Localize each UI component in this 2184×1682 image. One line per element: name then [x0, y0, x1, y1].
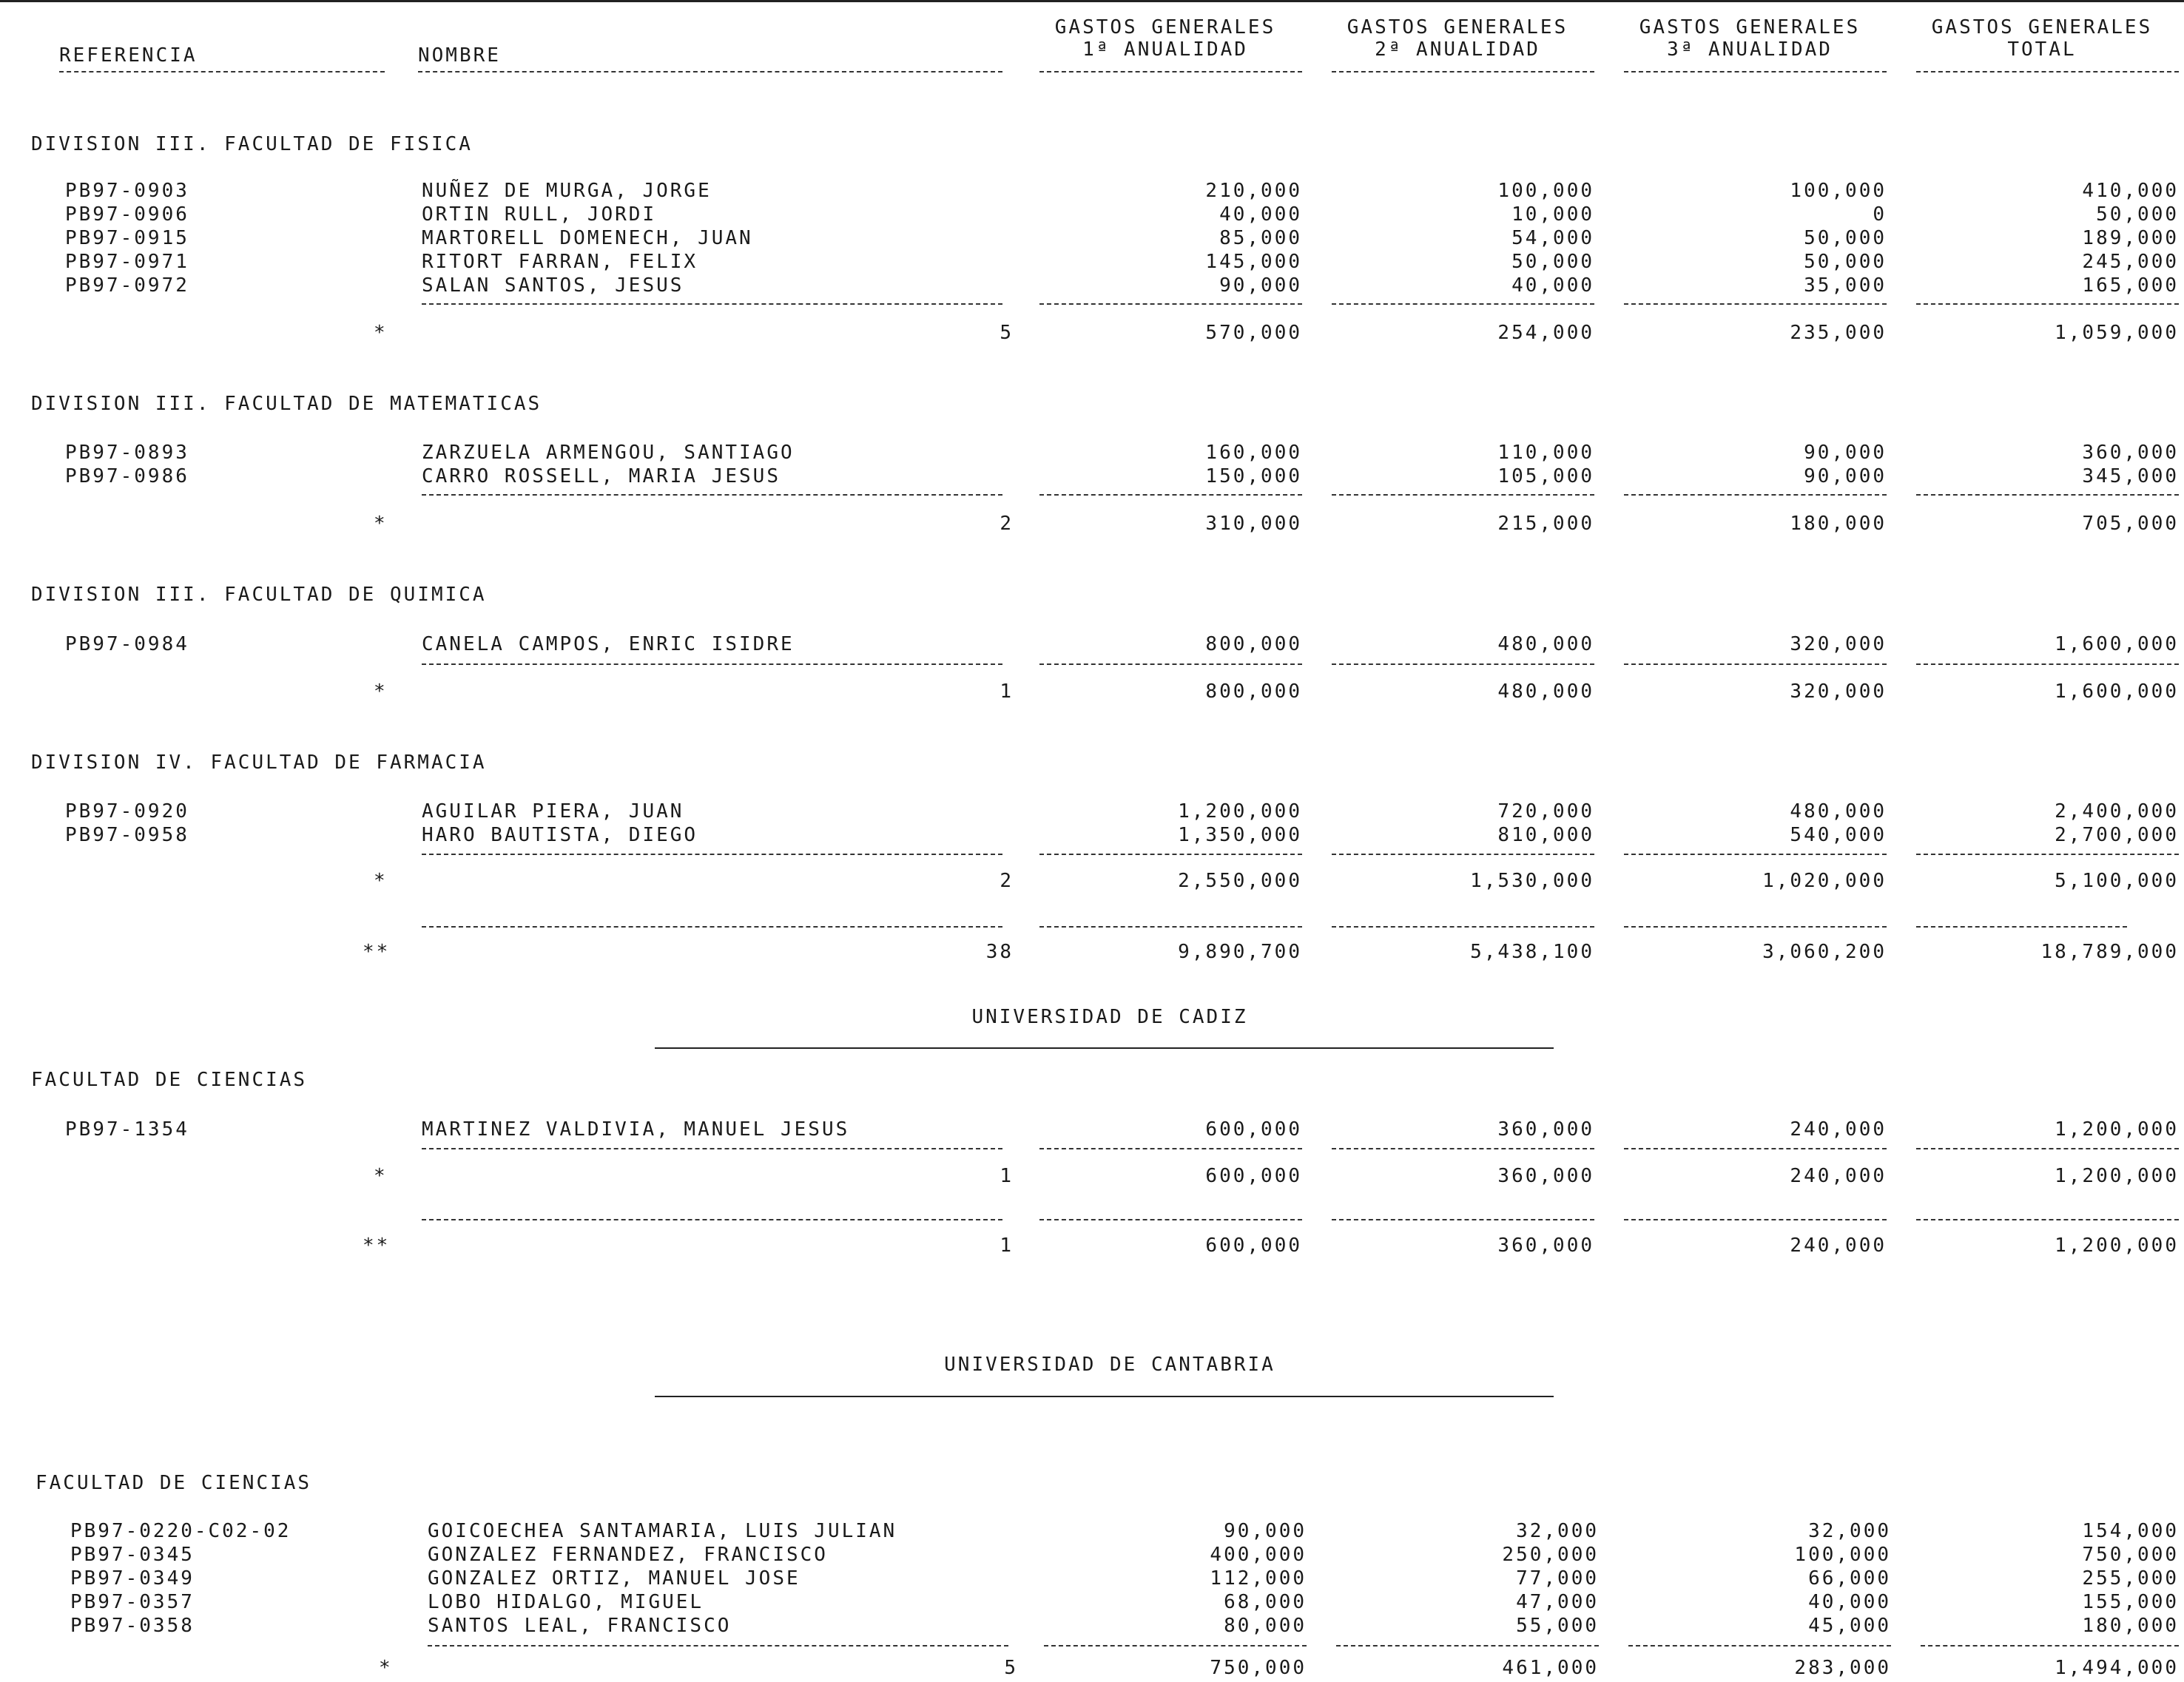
subtotal-mark: *	[374, 322, 388, 344]
total-divider	[1916, 1219, 2179, 1220]
row-name: HARO BAUTISTA, DIEGO	[422, 824, 698, 846]
total-count: 1	[1000, 1235, 1014, 1257]
university-title: UNIVERSIDAD DE CADIZ	[971, 1006, 1248, 1028]
university-underline	[655, 1047, 1554, 1049]
subtotal-mark: *	[374, 680, 388, 703]
row-ref: PB97-0893	[65, 442, 189, 464]
subtotal-divider	[1921, 1645, 2179, 1646]
subtotal-total: 705,000	[2082, 513, 2179, 535]
row-ref: PB97-0972	[65, 274, 189, 297]
subtotal-a1: 800,000	[1205, 680, 1302, 703]
total-divider	[1916, 926, 2127, 928]
row-a3: 90,000	[1804, 465, 1887, 487]
total-a3: 3,060,200	[1762, 941, 1887, 963]
total-divider	[1039, 926, 1302, 928]
row-a2: 720,000	[1497, 800, 1594, 823]
row-ref: PB97-0971	[65, 251, 189, 273]
row-a3: 50,000	[1804, 227, 1887, 249]
row-a3: 100,000	[1790, 180, 1887, 202]
total-divider	[1332, 926, 1594, 928]
row-a3: 240,000	[1790, 1118, 1887, 1141]
row-ref: PB97-0958	[65, 824, 189, 846]
section-title: FACULTAD DE CIENCIAS	[31, 1069, 308, 1091]
row-a1: 40,000	[1219, 203, 1302, 226]
row-total: 255,000	[2082, 1567, 2179, 1590]
subtotal-total: 1,200,000	[2055, 1165, 2179, 1187]
university-title: UNIVERSIDAD DE CANTABRIA	[944, 1354, 1275, 1376]
row-name: MARTORELL DOMENECH, JUAN	[422, 227, 753, 249]
subtotal-divider	[1332, 854, 1594, 855]
subtotal-divider	[1332, 303, 1594, 305]
row-name: GONZALEZ FERNANDEZ, FRANCISCO	[428, 1544, 828, 1566]
row-a2: 77,000	[1516, 1567, 1599, 1590]
row-a3: 35,000	[1804, 274, 1887, 297]
total-divider	[422, 926, 1002, 928]
row-ref: PB97-0345	[70, 1544, 195, 1566]
subtotal-mark: *	[374, 1165, 388, 1187]
row-a1: 600,000	[1205, 1118, 1302, 1141]
subtotal-divider	[1916, 663, 2179, 665]
subtotal-count: 5	[1004, 1657, 1018, 1679]
subtotal-a3: 1,020,000	[1762, 870, 1887, 892]
row-total: 1,600,000	[2055, 633, 2179, 655]
row-ref: PB97-0920	[65, 800, 189, 823]
row-name: SANTOS LEAL, FRANCISCO	[428, 1615, 732, 1637]
header-col1-line1: GASTOS GENERALES	[1054, 16, 1276, 38]
subtotal-divider	[422, 663, 1002, 665]
row-ref: PB97-0357	[70, 1591, 195, 1613]
total-a3: 240,000	[1790, 1235, 1887, 1257]
row-a3: 66,000	[1808, 1567, 1891, 1590]
row-a3: 320,000	[1790, 633, 1887, 655]
row-total: 50,000	[2096, 203, 2179, 226]
row-a3: 90,000	[1804, 442, 1887, 464]
row-total: 1,200,000	[2055, 1118, 2179, 1141]
subtotal-total: 5,100,000	[2055, 870, 2179, 892]
subtotal-a2: 215,000	[1497, 513, 1594, 535]
subtotal-a2: 461,000	[1502, 1657, 1599, 1679]
total-divider	[1039, 1219, 1302, 1220]
row-a2: 55,000	[1516, 1615, 1599, 1637]
subtotal-divider	[1916, 303, 2179, 305]
header-col3-line2: 3ª ANUALIDAD	[1667, 38, 1833, 61]
row-a1: 90,000	[1219, 274, 1302, 297]
row-a1: 90,000	[1224, 1520, 1307, 1542]
header-total-line2: TOTAL	[2007, 38, 2077, 61]
subtotal-divider	[1624, 1148, 1887, 1149]
row-a1: 210,000	[1205, 180, 1302, 202]
row-name: GONZALEZ ORTIZ, MANUEL JOSE	[428, 1567, 801, 1590]
subtotal-total: 1,600,000	[2055, 680, 2179, 703]
row-ref: PB97-0358	[70, 1615, 195, 1637]
row-ref: PB97-0986	[65, 465, 189, 487]
row-ref: PB97-0906	[65, 203, 189, 226]
subtotal-divider	[1624, 494, 1887, 496]
section-title: DIVISION III. FACULTAD DE MATEMATICAS	[31, 393, 542, 415]
section-title: FACULTAD DE CIENCIAS	[36, 1472, 312, 1494]
row-name: CARRO ROSSELL, MARIA JESUS	[422, 465, 781, 487]
row-name: LOBO HIDALGO, MIGUEL	[428, 1591, 704, 1613]
row-a2: 810,000	[1497, 824, 1594, 846]
row-ref: PB97-1354	[65, 1118, 189, 1141]
subtotal-total: 1,494,000	[2055, 1657, 2179, 1679]
row-name: ORTIN RULL, JORDI	[422, 203, 657, 226]
row-a1: 85,000	[1219, 227, 1302, 249]
row-total: 750,000	[2082, 1544, 2179, 1566]
row-a2: 360,000	[1497, 1118, 1594, 1141]
header-col2-line1: GASTOS GENERALES	[1347, 16, 1568, 38]
row-total: 2,700,000	[2055, 824, 2179, 846]
row-name: ZARZUELA ARMENGOU, SANTIAGO	[422, 442, 795, 464]
row-total: 360,000	[2082, 442, 2179, 464]
row-total: 2,400,000	[2055, 800, 2179, 823]
row-a2: 47,000	[1516, 1591, 1599, 1613]
row-total: 155,000	[2082, 1591, 2179, 1613]
subtotal-a1: 2,550,000	[1178, 870, 1302, 892]
row-a2: 105,000	[1497, 465, 1594, 487]
row-total: 245,000	[2082, 251, 2179, 273]
header-nombre: NOMBRE	[418, 44, 501, 67]
row-total: 154,000	[2082, 1520, 2179, 1542]
header-divider	[1039, 71, 1302, 72]
row-name: NUÑEZ DE MURGA, JORGE	[422, 180, 712, 202]
total-a1: 9,890,700	[1178, 941, 1302, 963]
header-col2-line2: 2ª ANUALIDAD	[1375, 38, 1540, 61]
row-total: 345,000	[2082, 465, 2179, 487]
subtotal-a3: 180,000	[1790, 513, 1887, 535]
subtotal-divider	[1336, 1645, 1599, 1646]
section-title: DIVISION III. FACULTAD DE FISICA	[31, 133, 473, 155]
subtotal-a3: 283,000	[1794, 1657, 1891, 1679]
header-divider	[1332, 71, 1594, 72]
row-total: 189,000	[2082, 227, 2179, 249]
row-ref: PB97-0220-C02-02	[70, 1520, 291, 1542]
row-a1: 68,000	[1224, 1591, 1307, 1613]
row-a2: 480,000	[1497, 633, 1594, 655]
row-total: 410,000	[2082, 180, 2179, 202]
row-a1: 112,000	[1210, 1567, 1307, 1590]
subtotal-divider	[1628, 1645, 1891, 1646]
total-divider	[1624, 926, 1887, 928]
subtotal-total: 1,059,000	[2055, 322, 2179, 344]
subtotal-divider	[1916, 1148, 2179, 1149]
subtotal-a1: 600,000	[1205, 1165, 1302, 1187]
subtotal-mark: *	[374, 513, 388, 535]
row-a1: 1,200,000	[1178, 800, 1302, 823]
row-a2: 40,000	[1511, 274, 1594, 297]
row-name: GOICOECHEA SANTAMARIA, LUIS JULIAN	[428, 1520, 897, 1542]
subtotal-divider	[1039, 303, 1302, 305]
subtotal-divider	[1039, 1148, 1302, 1149]
subtotal-count: 2	[1000, 870, 1014, 892]
header-divider	[59, 71, 385, 72]
subtotal-a3: 320,000	[1790, 680, 1887, 703]
header-divider	[1624, 71, 1887, 72]
row-a1: 160,000	[1205, 442, 1302, 464]
total-total: 18,789,000	[2040, 941, 2179, 963]
subtotal-count: 5	[1000, 322, 1014, 344]
row-total: 180,000	[2082, 1615, 2179, 1637]
row-name: CANELA CAMPOS, ENRIC ISIDRE	[422, 633, 795, 655]
top-border	[0, 0, 2184, 2]
header-divider	[418, 71, 1002, 72]
total-divider	[422, 1219, 1002, 1220]
row-a3: 540,000	[1790, 824, 1887, 846]
total-a2: 5,438,100	[1470, 941, 1594, 963]
row-total: 165,000	[2082, 274, 2179, 297]
row-a2: 32,000	[1516, 1520, 1599, 1542]
subtotal-a1: 750,000	[1210, 1657, 1307, 1679]
row-a3: 100,000	[1794, 1544, 1891, 1566]
subtotal-divider	[1332, 494, 1594, 496]
row-a2: 10,000	[1511, 203, 1594, 226]
header-total-line1: GASTOS GENERALES	[1931, 16, 2153, 38]
subtotal-divider	[1916, 854, 2179, 855]
row-name: MARTINEZ VALDIVIA, MANUEL JESUS	[422, 1118, 850, 1141]
header-divider	[1916, 71, 2179, 72]
row-a2: 250,000	[1502, 1544, 1599, 1566]
subtotal-divider	[422, 854, 1002, 855]
total-a2: 360,000	[1497, 1235, 1594, 1257]
row-a3: 480,000	[1790, 800, 1887, 823]
row-a1: 400,000	[1210, 1544, 1307, 1566]
subtotal-divider	[422, 494, 1002, 496]
total-mark: **	[363, 1235, 391, 1257]
subtotal-a2: 1,530,000	[1470, 870, 1594, 892]
row-ref: PB97-0903	[65, 180, 189, 202]
subtotal-count: 2	[1000, 513, 1014, 535]
section-title: DIVISION IV. FACULTAD DE FARMACIA	[31, 752, 487, 774]
total-mark: **	[363, 941, 391, 963]
subtotal-divider	[1039, 494, 1302, 496]
subtotal-divider	[1916, 494, 2179, 496]
subtotal-divider	[1624, 663, 1887, 665]
subtotal-divider	[1332, 663, 1594, 665]
row-a1: 145,000	[1205, 251, 1302, 273]
row-a1: 800,000	[1205, 633, 1302, 655]
row-a1: 1,350,000	[1178, 824, 1302, 846]
subtotal-divider	[1039, 854, 1302, 855]
subtotal-count: 1	[1000, 1165, 1014, 1187]
row-a2: 110,000	[1497, 442, 1594, 464]
subtotal-mark: *	[374, 870, 388, 892]
subtotal-count: 1	[1000, 680, 1014, 703]
section-title: DIVISION III. FACULTAD DE QUIMICA	[31, 584, 487, 606]
university-underline	[655, 1396, 1554, 1397]
subtotal-divider	[422, 1148, 1002, 1149]
header-col3-line1: GASTOS GENERALES	[1639, 16, 1861, 38]
subtotal-divider	[1039, 663, 1302, 665]
subtotal-a2: 254,000	[1497, 322, 1594, 344]
total-total: 1,200,000	[2055, 1235, 2179, 1257]
row-name: SALAN SANTOS, JESUS	[422, 274, 684, 297]
subtotal-a1: 570,000	[1205, 322, 1302, 344]
row-a2: 100,000	[1497, 180, 1594, 202]
header-col1-line2: 1ª ANUALIDAD	[1082, 38, 1248, 61]
total-divider	[1624, 1219, 1887, 1220]
total-divider	[1332, 1219, 1594, 1220]
row-ref: PB97-0984	[65, 633, 189, 655]
row-a3: 45,000	[1808, 1615, 1891, 1637]
row-a2: 54,000	[1511, 227, 1594, 249]
row-name: AGUILAR PIERA, JUAN	[422, 800, 684, 823]
subtotal-divider	[428, 1645, 1008, 1646]
row-a1: 150,000	[1205, 465, 1302, 487]
subtotal-a1: 310,000	[1205, 513, 1302, 535]
row-ref: PB97-0349	[70, 1567, 195, 1590]
header-referencia: REFERENCIA	[59, 44, 198, 67]
subtotal-a3: 240,000	[1790, 1165, 1887, 1187]
subtotal-a2: 480,000	[1497, 680, 1594, 703]
total-a1: 600,000	[1205, 1235, 1302, 1257]
subtotal-divider	[1332, 1148, 1594, 1149]
row-name: RITORT FARRAN, FELIX	[422, 251, 698, 273]
row-ref: PB97-0915	[65, 227, 189, 249]
subtotal-divider	[422, 303, 1002, 305]
row-a3: 0	[1873, 203, 1887, 226]
row-a3: 50,000	[1804, 251, 1887, 273]
subtotal-mark: *	[379, 1657, 393, 1679]
total-count: 38	[985, 941, 1014, 963]
row-a3: 32,000	[1808, 1520, 1891, 1542]
subtotal-divider	[1624, 854, 1887, 855]
row-a1: 80,000	[1224, 1615, 1307, 1637]
subtotal-a2: 360,000	[1497, 1165, 1594, 1187]
row-a2: 50,000	[1511, 251, 1594, 273]
subtotal-a3: 235,000	[1790, 322, 1887, 344]
subtotal-divider	[1624, 303, 1887, 305]
subtotal-divider	[1044, 1645, 1307, 1646]
row-a3: 40,000	[1808, 1591, 1891, 1613]
